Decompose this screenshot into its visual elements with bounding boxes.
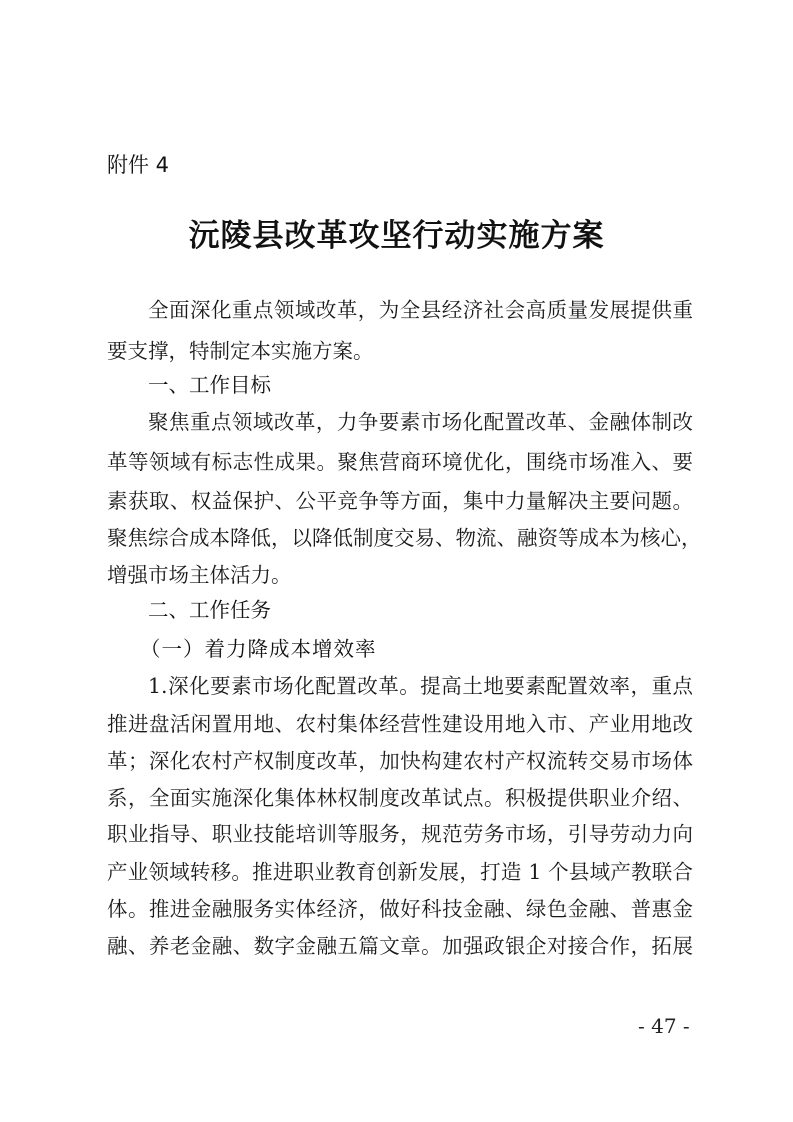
- paragraph-line: 聚焦重点领域改革，力争要素市场化配置改革、金融体制改: [148, 410, 693, 434]
- paragraph-line: 增强市场主体活力。: [107, 563, 292, 587]
- paragraph-line: 革等领域有标志性成果。聚焦营商环境优化，围绕市场准入、要: [107, 450, 693, 474]
- paragraph-line: 推进盘活闲置用地、农村集体经营性建设用地入市、产业用地改: [107, 712, 693, 736]
- subsection-heading: （一）着力降成本增效率: [140, 637, 377, 661]
- paragraph-line: 全面深化重点领域改革，为全县经济社会高质量发展提供重: [148, 298, 693, 322]
- page-number: - 47 -: [638, 1014, 690, 1038]
- paragraph-line: 要支撑，特制定本实施方案。: [107, 339, 374, 363]
- paragraph-line: 革；深化农村产权制度改革，加快构建农村产权流转交易市场体: [107, 749, 693, 773]
- paragraph-line: 聚焦综合成本降低，以降低制度交易、物流、融资等成本为核心，: [107, 526, 702, 550]
- document-title: 沅陵县改革攻坚行动实施方案: [188, 218, 605, 254]
- section-heading: 二、工作任务: [148, 598, 271, 622]
- paragraph-line: 融、养老金融、数字金融五篇文章。加强政银企对接合作，拓展: [107, 934, 693, 958]
- paragraph-line: 产业领域转移。推进职业教育创新发展，打造 1 个县域产教联合: [107, 860, 693, 884]
- paragraph-line: 职业指导、职业技能培训等服务，规范劳务市场，引导劳动力向: [107, 822, 693, 846]
- paragraph-line: 素获取、权益保护、公平竞争等方面，集中力量解决主要问题。: [107, 489, 693, 513]
- section-heading: 一、工作目标: [148, 373, 271, 397]
- paragraph-line: 系，全面实施深化集体林权制度改革试点。积极提供职业介绍、: [107, 786, 693, 810]
- paragraph-line: 体。推进金融服务实体经济，做好科技金融、绿色金融、普惠金: [107, 897, 693, 921]
- attachment-label: 附件 4: [107, 153, 170, 177]
- paragraph-line: 1.深化要素市场化配置改革。提高土地要素配置效率，重点: [148, 674, 693, 698]
